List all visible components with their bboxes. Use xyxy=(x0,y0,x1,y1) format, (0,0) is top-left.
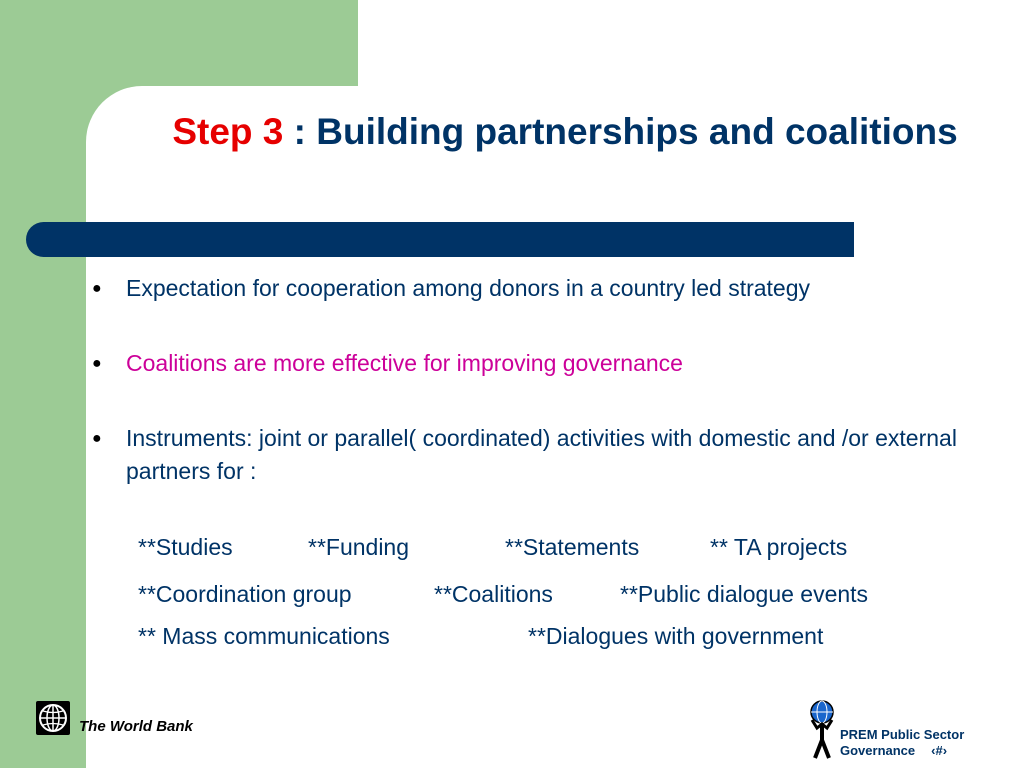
bullet-text: Instruments: joint or parallel( coordinated) activities with domestic and /or external partners for : xyxy=(126,425,957,484)
bullet-item xyxy=(88,272,810,305)
bullet-item xyxy=(88,347,683,380)
instrument-item: **Coordination group xyxy=(138,581,352,607)
instrument-item: **Funding xyxy=(308,534,410,560)
bullet-dot-icon: ● xyxy=(92,280,102,297)
instrument-item: **Studies xyxy=(138,534,233,560)
instrument-item: ** Mass communications xyxy=(138,623,390,649)
unit-line-2: Governance xyxy=(840,743,916,758)
unit-label xyxy=(840,727,964,759)
instrument-item: **Coalitions xyxy=(434,581,553,607)
bullet-text: Coalitions are more effective for improving governance xyxy=(126,350,683,376)
bullet-dot-icon: ● xyxy=(92,430,102,447)
world-bank-globe-icon xyxy=(36,701,70,735)
instrument-item: ** TA projects xyxy=(710,534,848,560)
instrument-item: **Public dialogue events xyxy=(620,581,869,607)
title-step: Step 3 xyxy=(172,111,284,152)
instrument-item: **Dialogues with government xyxy=(528,623,824,649)
slide-title xyxy=(150,110,980,153)
organization-name: The World Bank xyxy=(79,718,193,735)
instrument-item: **Statements xyxy=(505,534,640,560)
bullet-text: Expectation for cooperation among donors in a country led strategy xyxy=(126,275,811,301)
bullet-item xyxy=(88,422,1024,488)
atlas-globe-icon xyxy=(807,700,837,762)
title-text: : Building partnerships and coalitions xyxy=(283,111,958,152)
title-underline-bar xyxy=(26,222,854,257)
slide-number: ‹#› xyxy=(931,743,948,758)
bullet-dot-icon: ● xyxy=(92,355,102,372)
instrument-row xyxy=(138,623,824,704)
unit-line-1: PREM Public Sector xyxy=(840,727,965,742)
